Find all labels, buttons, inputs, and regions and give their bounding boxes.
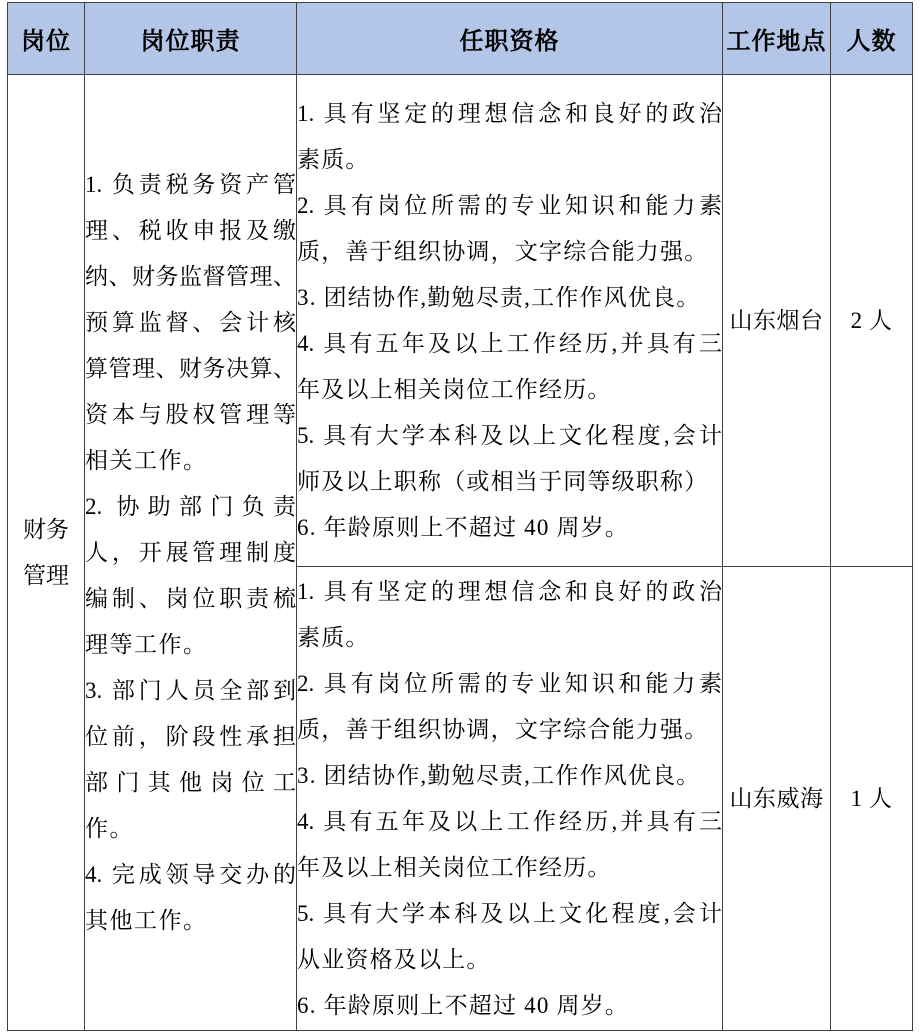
location-text: 山东烟台 [729,307,824,333]
qualification-line: 师及以上职称（或相当于同等级职称） [297,468,709,494]
qualification-line: 5. 具有大学本科及以上文化程度,会计 [297,422,722,448]
duties-cell [85,75,297,1031]
duty-line: 理等工作。 [85,631,208,657]
duty-line: 部门其他岗位工 [85,769,296,795]
qualification-line: 3. 团结协作,勤勉尽责,工作作风优良。 [297,762,701,788]
qualification-item [297,983,722,1029]
qualification-item [297,275,722,321]
qualification-line: 2. 具有岗位所需的专业知识和能力素 [297,192,722,218]
duty-line: 纳、财务监督管理、 [85,263,296,289]
header-headcount: 人数 [831,3,913,75]
headcount-text: 2 人 [850,307,893,333]
qualification-item [297,891,722,983]
duty-item [85,484,296,668]
qualifications-list [297,569,722,1029]
duty-line: 其他工作。 [85,907,208,933]
qualification-item [297,799,722,891]
duty-line: 3. 部门人员全部到 [85,677,296,703]
qualifications-cell [297,75,723,567]
duty-line: 人，开展管理制度 [85,539,296,565]
location-cell [723,567,831,1031]
location-cell [723,75,831,567]
headcount-cell [831,567,913,1031]
position-cell [8,75,85,1031]
qualification-line: 素质。 [297,146,370,172]
posting-row [8,75,913,567]
duty-line: 编制、岗位职责梳 [85,585,296,611]
header-location: 工作地点 [723,3,831,75]
duty-line: 相关工作。 [85,447,208,473]
qualification-line: 2. 具有岗位所需的专业知识和能力素 [297,670,722,696]
duty-item [85,852,296,944]
qualification-line: 年及以上相关岗位工作经历。 [297,854,612,880]
qualification-item [297,753,722,799]
qualifications-list [297,91,722,551]
qualification-line: 质，善于组织协调，文字综合能力强。 [297,716,709,742]
qualification-line: 年及以上相关岗位工作经历。 [297,376,612,402]
headcount-cell [831,75,913,567]
qualification-line: 质，善于组织协调，文字综合能力强。 [297,238,709,264]
qualification-line: 素质。 [297,624,370,650]
qualification-line: 6. 年龄原则上不超过 40 周岁。 [297,992,630,1018]
qualification-line: 6. 年龄原则上不超过 40 周岁。 [297,514,630,540]
duty-line: 作。 [85,815,134,841]
qualification-item [297,661,722,753]
duty-line: 理、税收申报及缴 [85,217,296,243]
location-text: 山东威海 [729,785,824,811]
header-qualifications: 任职资格 [297,3,723,75]
qualifications-cell [297,567,723,1031]
duty-line: 算管理、财务决算、 [85,355,296,381]
duties-list [85,162,296,944]
qualification-item [297,413,722,505]
qualification-line: 4. 具有五年及以上工作经历,并具有三 [297,808,722,834]
duty-item [85,162,296,484]
qualification-line: 从业资格及以上。 [297,946,491,972]
qualification-line: 3. 团结协作,勤勉尽责,工作作风优良。 [297,284,701,310]
job-posting-table [7,2,913,1031]
qualification-line: 4. 具有五年及以上工作经历,并具有三 [297,330,722,356]
duty-line: 位前，阶段性承担 [85,723,296,749]
duty-line: 4. 完成领导交办的 [85,861,296,887]
header-position: 岗位 [8,3,85,75]
qualification-item [297,569,722,661]
duty-line: 2. 协助部门负责 [85,493,296,519]
duty-item [85,668,296,852]
header-duties: 岗位职责 [85,3,297,75]
headcount-text: 1 人 [850,785,893,811]
qualification-item [297,183,722,275]
duty-line: 1. 负责税务资产管 [85,171,296,197]
qualification-line: 1. 具有坚定的理想信念和良好的政治 [297,578,722,604]
duty-line: 预算监督、会计核 [85,309,296,335]
qualification-item [297,321,722,413]
qualification-line: 5. 具有大学本科及以上文化程度,会计 [297,900,722,926]
qualification-item [297,505,722,551]
duty-line: 资本与股权管理等 [85,401,296,427]
qualification-item [297,91,722,183]
position-name: 财务管理 [22,516,69,588]
qualification-line: 1. 具有坚定的理想信念和良好的政治 [297,100,722,126]
header-row [8,3,913,75]
